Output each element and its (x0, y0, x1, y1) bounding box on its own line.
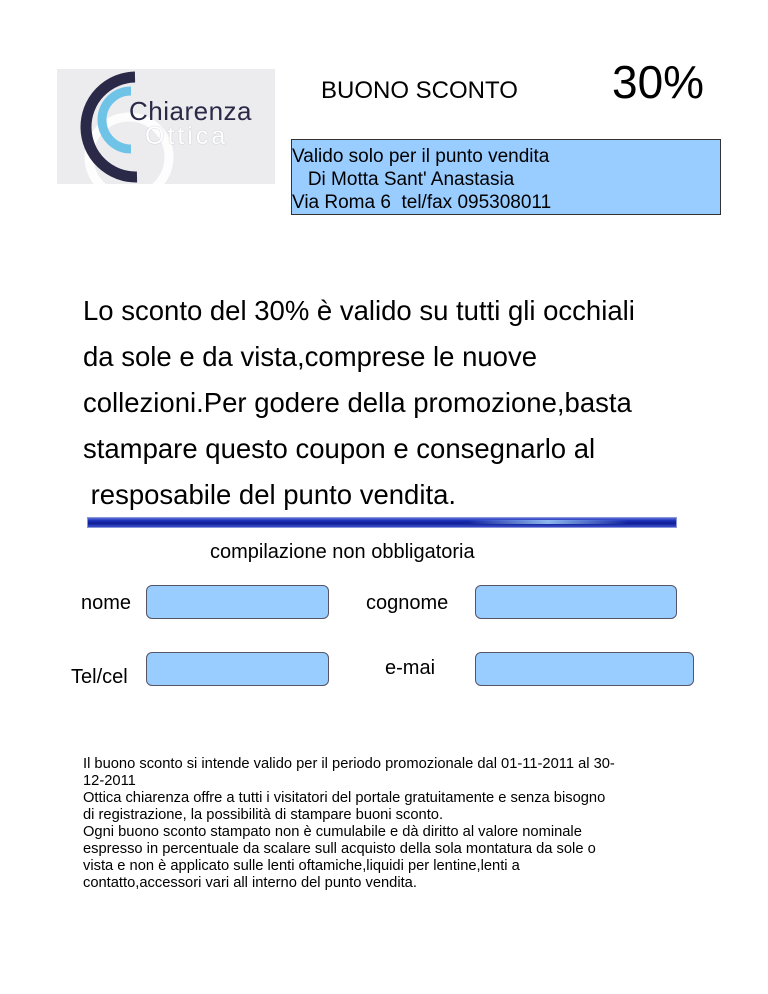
store-info-line: Valido solo per il punto vendita (292, 146, 550, 167)
terms-line: vista e non è applicato sulle lenti oftamiche,liquidi per lentine,lenti a (83, 858, 520, 874)
promo-line: da sole e da vista,comprese le nuove (83, 341, 538, 372)
terms-line: 12-2011 (83, 773, 136, 789)
logo (57, 69, 275, 184)
promo-line: stampare questo coupon e consegnarlo al (83, 433, 596, 464)
cognome-label: cognome (366, 592, 449, 614)
nome-label: nome (81, 592, 132, 614)
telcel-input[interactable] (146, 652, 329, 686)
telcel-label: Tel/cel (71, 666, 128, 688)
discount-percent: 30% (612, 56, 705, 108)
store-info-box (291, 139, 721, 215)
store-info-line: Via Roma 6 tel/fax 095308011 (292, 192, 552, 213)
terms-line: Ottica chiarenza offre a tutti i visitatori del portale gratuitamente e senza bisogno (83, 790, 606, 806)
blue-divider (87, 517, 677, 528)
logo-text-ottica: Ottica (145, 122, 229, 150)
terms-line: Ogni buono sconto stampato non è cumulabile e dà diritto al valore nominale (83, 824, 582, 840)
promo-line: resposabile del punto vendita. (83, 479, 457, 510)
nome-input[interactable] (146, 585, 329, 619)
terms-line: di registrazione, la possibilità di stampare buoni sconto. (83, 807, 444, 823)
terms-text (83, 756, 703, 892)
promo-line: collezioni.Per godere della promozione,basta (83, 387, 632, 418)
email-input[interactable] (475, 652, 694, 686)
terms-line: Il buono sconto si intende valido per il periodo promozionale dal 01-11-2011 al 30- (83, 756, 615, 772)
promo-line: Lo sconto del 30% è valido su tutti gli occhiali (83, 295, 635, 326)
promo-description (83, 288, 723, 518)
store-info-line: Di Motta Sant' Anastasia (292, 169, 515, 190)
email-label: e-mai (385, 657, 436, 679)
terms-line: contatto,accessori vari all interno del punto vendita. (83, 875, 417, 891)
coupon-title: BUONO SCONTO (321, 77, 518, 104)
cognome-input[interactable] (475, 585, 677, 619)
optional-note: compilazione non obbligatoria (210, 541, 475, 563)
logo-text-chiarenza: Chiarenza (129, 96, 253, 126)
terms-line: espresso in percentuale da scalare sull acquisto della sola montatura da sole o (83, 841, 596, 857)
